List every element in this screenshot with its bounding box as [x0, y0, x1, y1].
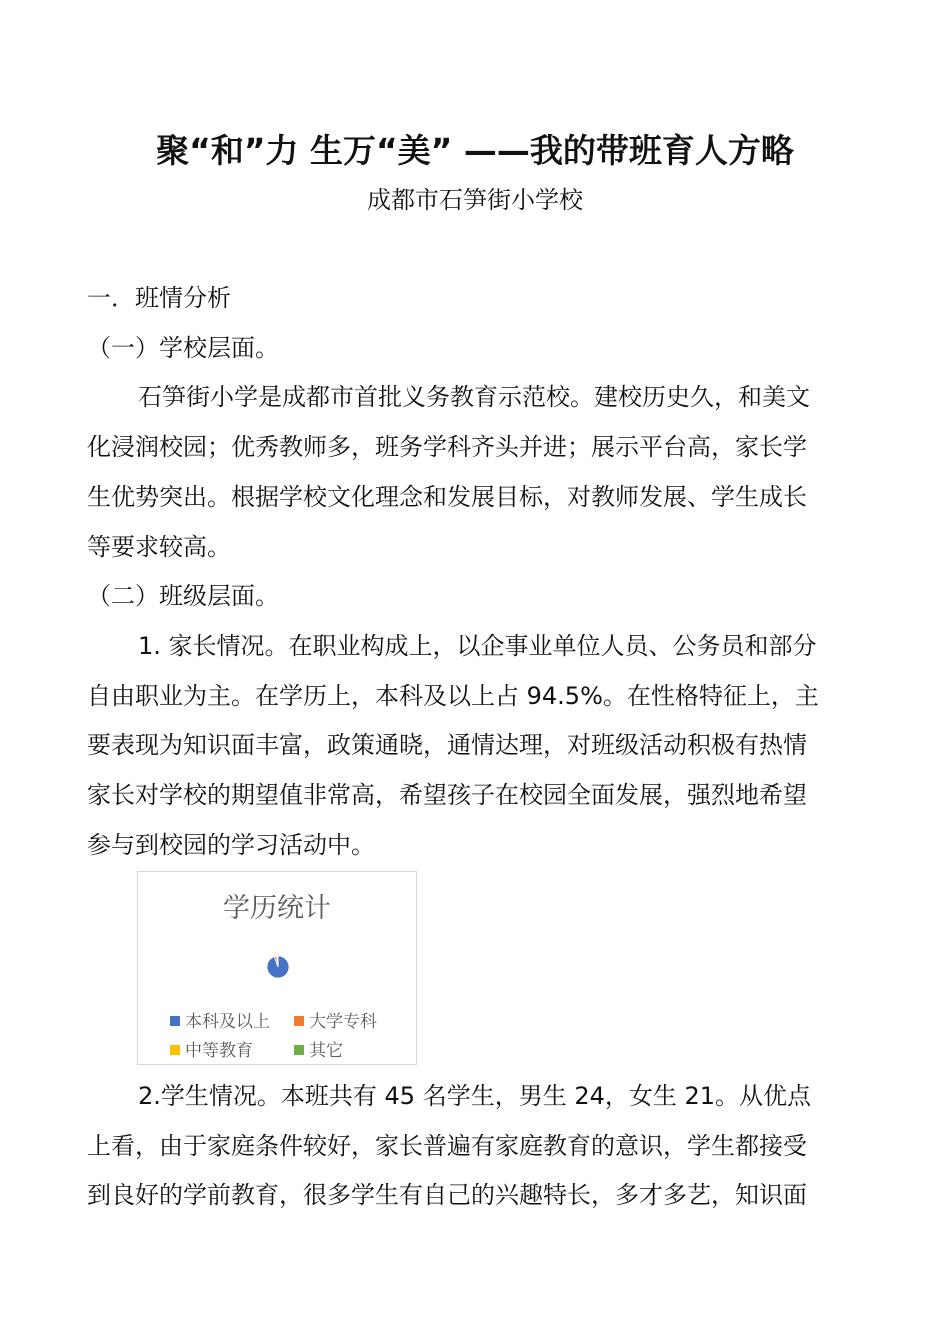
legend-label: 其它: [309, 1041, 343, 1061]
subsection-heading-class: （二）班级层面。: [87, 582, 279, 611]
legend-item: [170, 1008, 270, 1037]
legend-swatch: [294, 1045, 304, 1055]
subsection-heading-school: （一）学校层面。: [87, 333, 279, 362]
legend-item: [294, 1008, 377, 1037]
paragraph-line: 1. 家长情况。在职业构成上，以企事业单位人员、公务员和部分: [138, 631, 817, 660]
legend-label: 中等教育: [185, 1041, 253, 1061]
paragraph-line: 参与到校园的学习活动中。: [87, 830, 375, 859]
paragraph-line: 到良好的学前教育，很多学生有自己的兴趣特长，多才多艺，知识面: [87, 1181, 807, 1210]
document-subtitle: 成都市石笋街小学校: [367, 186, 583, 214]
legend-swatch: [170, 1016, 180, 1026]
chart-title: 学历统计: [223, 893, 331, 924]
paragraph-line: 自由职业为主。在学历上，本科及以上占 94.5%。在性格特征上，主: [87, 681, 819, 710]
body-section-2: [87, 1072, 867, 1221]
paragraph-line: 家长对学校的期望值非常高，希望孩子在校园全面发展，强烈地希望: [87, 781, 807, 810]
section-heading: 一．班情分析: [87, 284, 231, 312]
paragraph-line: 等要求较高。: [87, 532, 231, 561]
body-section-1: [87, 274, 867, 870]
paragraph-line: 化浸润校园；优秀教师多，班务学科齐头并进；展示平台高，家长学: [87, 433, 807, 462]
paragraph-line: 上看，由于家庭条件较好，家长普遍有家庭教育的意识，学生都接受: [87, 1131, 807, 1160]
education-pie-chart: [137, 871, 417, 1065]
legend-item: [170, 1037, 253, 1066]
legend-swatch: [294, 1016, 304, 1026]
paragraph-line: 石笋街小学是成都市首批义务教育示范校。建校历史久，和美文: [138, 383, 810, 412]
paragraph-line: 生优势突出。根据学校文化理念和发展目标，对教师发展、学生成长: [87, 482, 807, 511]
legend-label: 大学专科: [309, 1012, 377, 1032]
paragraph-line: 要表现为知识面丰富，政策通晓，通情达理，对班级活动积极有热情: [87, 731, 807, 760]
legend-item: [294, 1037, 343, 1066]
legend-swatch: [170, 1045, 180, 1055]
document-title: 聚“和”力 生万“美” ——我的带班育人方略: [156, 131, 794, 170]
legend-label: 本科及以上: [185, 1012, 270, 1032]
paragraph-line: 2.学生情况。本班共有 45 名学生，男生 24，女生 21。从优点: [138, 1082, 812, 1110]
